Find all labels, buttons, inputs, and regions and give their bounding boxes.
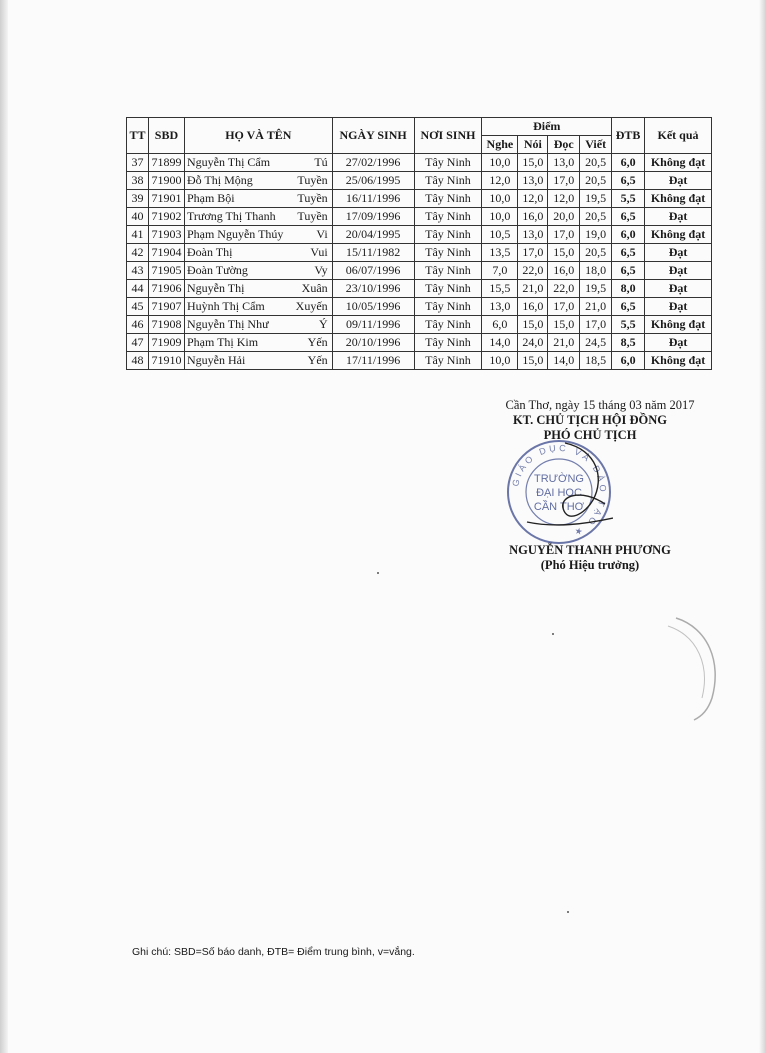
cell-dob: 20/04/1995 xyxy=(332,226,414,244)
cell-sbd: 71899 xyxy=(148,154,184,172)
header-speaking: Nói xyxy=(518,136,548,154)
given-name: Vi xyxy=(316,227,328,241)
cell-result: Đạt xyxy=(645,334,712,352)
cell-tt: 41 xyxy=(127,226,149,244)
family-middle-name: Phạm Thị Kim xyxy=(186,335,259,349)
cell-name xyxy=(184,280,332,298)
page-shadow-right xyxy=(759,0,765,1053)
cell-result: Không đạt xyxy=(645,190,712,208)
scan-speck xyxy=(567,911,569,913)
cell-name xyxy=(184,226,332,244)
family-middle-name: Trương Thị Thanh xyxy=(186,209,276,223)
cell-listening: 10,0 xyxy=(482,208,518,226)
place-date: Cần Thơ, ngày 15 tháng 03 năm 2017 xyxy=(505,398,695,412)
cell-pob: Tây Ninh xyxy=(414,334,482,352)
cell-avg: 6,5 xyxy=(612,262,645,280)
cell-speaking: 13,0 xyxy=(518,172,548,190)
cell-tt: 47 xyxy=(127,334,149,352)
cell-sbd: 71905 xyxy=(148,262,184,280)
cell-speaking: 21,0 xyxy=(518,280,548,298)
cell-writing: 18,5 xyxy=(580,352,612,370)
cell-dob: 27/02/1996 xyxy=(332,154,414,172)
cell-name xyxy=(184,298,332,316)
cell-writing: 20,5 xyxy=(580,154,612,172)
cell-reading: 20,0 xyxy=(548,208,580,226)
cell-tt: 39 xyxy=(127,190,149,208)
cell-pob: Tây Ninh xyxy=(414,280,482,298)
cell-name xyxy=(184,172,332,190)
header-listening: Nghe xyxy=(482,136,518,154)
cell-pob: Tây Ninh xyxy=(414,154,482,172)
cell-pob: Tây Ninh xyxy=(414,226,482,244)
cell-dob: 20/10/1996 xyxy=(332,334,414,352)
header-pob: NƠI SINH xyxy=(414,118,482,154)
cell-avg: 8,5 xyxy=(612,334,645,352)
cell-pob: Tây Ninh xyxy=(414,352,482,370)
cell-reading: 17,0 xyxy=(548,226,580,244)
table-row xyxy=(127,226,712,244)
cell-name xyxy=(184,154,332,172)
header-reading: Đọc xyxy=(548,136,580,154)
table-row xyxy=(127,172,712,190)
full-name xyxy=(187,227,330,242)
cell-name xyxy=(184,352,332,370)
cell-result: Đạt xyxy=(645,244,712,262)
given-name: Tú xyxy=(314,155,328,169)
cell-speaking: 22,0 xyxy=(518,262,548,280)
cell-writing: 20,5 xyxy=(580,244,612,262)
cell-writing: 20,5 xyxy=(580,172,612,190)
cell-tt: 40 xyxy=(127,208,149,226)
cell-writing: 17,0 xyxy=(580,316,612,334)
family-middle-name: Nguyễn Thị Như xyxy=(186,317,269,331)
cell-listening: 10,0 xyxy=(482,352,518,370)
cell-name xyxy=(184,244,332,262)
cell-speaking: 16,0 xyxy=(518,298,548,316)
cell-tt: 46 xyxy=(127,316,149,334)
given-name: Tuyền xyxy=(297,173,328,187)
family-middle-name: Nguyễn Thị Cẩm xyxy=(186,155,271,169)
cell-writing: 19,0 xyxy=(580,226,612,244)
cell-listening: 6,0 xyxy=(482,316,518,334)
header-writing: Viết xyxy=(580,136,612,154)
cell-speaking: 13,0 xyxy=(518,226,548,244)
family-middle-name: Phạm Bội xyxy=(186,191,235,205)
cell-reading: 16,0 xyxy=(548,262,580,280)
cell-speaking: 16,0 xyxy=(518,208,548,226)
cell-listening: 12,0 xyxy=(482,172,518,190)
given-name: Ý xyxy=(318,317,328,331)
cell-result: Không đạt xyxy=(645,316,712,334)
cell-writing: 19,5 xyxy=(580,190,612,208)
full-name xyxy=(187,317,330,332)
cell-listening: 10,0 xyxy=(482,190,518,208)
cell-name xyxy=(184,262,332,280)
given-name: Yến xyxy=(307,353,328,367)
school-seal-stamp xyxy=(505,438,613,546)
family-middle-name: Huỳnh Thị Cẩm xyxy=(186,299,265,313)
cell-sbd: 71903 xyxy=(148,226,184,244)
cell-pob: Tây Ninh xyxy=(414,172,482,190)
cell-avg: 6,5 xyxy=(612,298,645,316)
header-dob: NGÀY SINH xyxy=(332,118,414,154)
cell-name xyxy=(184,190,332,208)
table-row xyxy=(127,298,712,316)
cell-dob: 09/11/1996 xyxy=(332,316,414,334)
page-shadow-left xyxy=(0,0,8,1053)
cell-name xyxy=(184,208,332,226)
full-name xyxy=(187,209,330,224)
cell-writing: 24,5 xyxy=(580,334,612,352)
cell-reading: 17,0 xyxy=(548,298,580,316)
cell-avg: 6,0 xyxy=(612,352,645,370)
full-name xyxy=(187,191,330,206)
cell-listening: 13,5 xyxy=(482,244,518,262)
table-row xyxy=(127,154,712,172)
cell-avg: 6,5 xyxy=(612,244,645,262)
svg-text:CẦN THƠ: CẦN THƠ xyxy=(533,501,585,513)
full-name xyxy=(187,155,330,170)
table-body xyxy=(127,154,712,370)
table-row xyxy=(127,244,712,262)
svg-text:GIÁO DỤC VÀ ĐÀO TẠO ★: GIÁO DỤC VÀ ĐÀO TẠO ★ xyxy=(510,442,609,539)
cell-writing: 18,0 xyxy=(580,262,612,280)
table-row xyxy=(127,190,712,208)
given-name: Yến xyxy=(307,335,328,349)
cell-dob: 10/05/1996 xyxy=(332,298,414,316)
cell-listening: 14,0 xyxy=(482,334,518,352)
cell-tt: 44 xyxy=(127,280,149,298)
cell-pob: Tây Ninh xyxy=(414,244,482,262)
signer-title-1: KT. CHỦ TỊCH HỘI ĐỒNG xyxy=(512,413,668,427)
svg-text:TRƯỜNG: TRƯỜNG xyxy=(534,473,584,485)
given-name: Xuyến xyxy=(295,299,328,313)
family-middle-name: Đoàn Tường xyxy=(186,263,248,277)
family-middle-name: Nguyễn Thị xyxy=(186,281,245,295)
cell-writing: 20,5 xyxy=(580,208,612,226)
full-name xyxy=(187,281,330,296)
cell-sbd: 71900 xyxy=(148,172,184,190)
signer-name: NGUYỄN THANH PHƯƠNG xyxy=(509,543,671,557)
cell-avg: 6,0 xyxy=(612,154,645,172)
cell-listening: 7,0 xyxy=(482,262,518,280)
cell-dob: 17/09/1996 xyxy=(332,208,414,226)
cell-dob: 06/07/1996 xyxy=(332,262,414,280)
header-score-group: Điểm xyxy=(482,118,612,136)
header-tt: TT xyxy=(127,118,149,154)
cell-pob: Tây Ninh xyxy=(414,190,482,208)
cell-speaking: 15,0 xyxy=(518,154,548,172)
cell-result: Không đạt xyxy=(645,226,712,244)
cell-listening: 10,0 xyxy=(482,154,518,172)
cell-speaking: 12,0 xyxy=(518,190,548,208)
cell-avg: 5,5 xyxy=(612,190,645,208)
cell-tt: 45 xyxy=(127,298,149,316)
cell-sbd: 71908 xyxy=(148,316,184,334)
full-name xyxy=(187,335,330,350)
cell-result: Đạt xyxy=(645,262,712,280)
cell-listening: 10,5 xyxy=(482,226,518,244)
cell-result: Đạt xyxy=(645,208,712,226)
cell-reading: 22,0 xyxy=(548,280,580,298)
cell-pob: Tây Ninh xyxy=(414,262,482,280)
cell-listening: 15,5 xyxy=(482,280,518,298)
cell-sbd: 71910 xyxy=(148,352,184,370)
given-name: Tuyền xyxy=(297,191,328,205)
header-row xyxy=(127,118,712,136)
cell-result: Đạt xyxy=(645,298,712,316)
svg-text:ĐẠI HỌC: ĐẠI HỌC xyxy=(536,487,582,499)
cell-result: Không đạt xyxy=(645,352,712,370)
scan-speck xyxy=(377,572,379,574)
full-name xyxy=(187,173,330,188)
cell-dob: 15/11/1982 xyxy=(332,244,414,262)
signer-position: (Phó Hiệu trưởng) xyxy=(540,558,640,572)
full-name xyxy=(187,245,330,260)
given-name: Xuân xyxy=(301,281,328,295)
cell-result: Đạt xyxy=(645,280,712,298)
given-name: Vui xyxy=(310,245,328,259)
table-row xyxy=(127,262,712,280)
cell-avg: 6,0 xyxy=(612,226,645,244)
cell-reading: 15,0 xyxy=(548,316,580,334)
family-middle-name: Đoàn Thị xyxy=(186,245,233,259)
cell-writing: 21,0 xyxy=(580,298,612,316)
full-name xyxy=(187,263,330,278)
cell-sbd: 71909 xyxy=(148,334,184,352)
cell-sbd: 71902 xyxy=(148,208,184,226)
cell-pob: Tây Ninh xyxy=(414,208,482,226)
given-name: Vy xyxy=(314,263,328,277)
table-row xyxy=(127,352,712,370)
signer-title-2: PHÓ CHỦ TỊCH xyxy=(543,428,637,442)
full-name xyxy=(187,299,330,314)
cell-reading: 12,0 xyxy=(548,190,580,208)
cell-dob: 25/06/1995 xyxy=(332,172,414,190)
cell-pob: Tây Ninh xyxy=(414,298,482,316)
scan-speck xyxy=(552,633,554,635)
cell-speaking: 17,0 xyxy=(518,244,548,262)
cell-writing: 19,5 xyxy=(580,280,612,298)
cell-result: Đạt xyxy=(645,172,712,190)
cell-sbd: 71901 xyxy=(148,190,184,208)
results-table xyxy=(126,117,712,370)
header-result: Kết quả xyxy=(645,118,712,154)
cell-sbd: 71906 xyxy=(148,280,184,298)
table-row xyxy=(127,280,712,298)
family-middle-name: Nguyễn Hải xyxy=(186,353,246,367)
cell-sbd: 71904 xyxy=(148,244,184,262)
cell-avg: 5,5 xyxy=(612,316,645,334)
family-middle-name: Đỗ Thị Mộng xyxy=(186,173,253,187)
cell-tt: 42 xyxy=(127,244,149,262)
cell-dob: 17/11/1996 xyxy=(332,352,414,370)
cell-name xyxy=(184,316,332,334)
cell-name xyxy=(184,334,332,352)
table-row xyxy=(127,334,712,352)
family-middle-name: Phạm Nguyễn Thúy xyxy=(186,227,284,241)
cell-listening: 13,0 xyxy=(482,298,518,316)
table-row xyxy=(127,208,712,226)
cell-reading: 17,0 xyxy=(548,172,580,190)
footnote: Ghi chú: SBD=Số báo danh, ĐTB= Điểm trung bình, v=vắng. xyxy=(132,946,415,958)
cell-result: Không đạt xyxy=(645,154,712,172)
cell-avg: 6,5 xyxy=(612,172,645,190)
cell-tt: 43 xyxy=(127,262,149,280)
cell-dob: 23/10/1996 xyxy=(332,280,414,298)
cell-speaking: 24,0 xyxy=(518,334,548,352)
cell-reading: 13,0 xyxy=(548,154,580,172)
cell-tt: 38 xyxy=(127,172,149,190)
table-row xyxy=(127,316,712,334)
full-name xyxy=(187,353,330,368)
header-avg: ĐTB xyxy=(612,118,645,154)
header-sbd: SBD xyxy=(148,118,184,154)
cell-tt: 48 xyxy=(127,352,149,370)
cell-reading: 15,0 xyxy=(548,244,580,262)
cell-sbd: 71907 xyxy=(148,298,184,316)
header-name: HỌ VÀ TÊN xyxy=(184,118,332,154)
cell-reading: 14,0 xyxy=(548,352,580,370)
cell-avg: 8,0 xyxy=(612,280,645,298)
cell-pob: Tây Ninh xyxy=(414,316,482,334)
cell-avg: 6,5 xyxy=(612,208,645,226)
given-name: Tuyền xyxy=(297,209,328,223)
cell-tt: 37 xyxy=(127,154,149,172)
cell-speaking: 15,0 xyxy=(518,316,548,334)
cell-dob: 16/11/1996 xyxy=(332,190,414,208)
partial-stamp-mark xyxy=(666,612,726,722)
cell-reading: 21,0 xyxy=(548,334,580,352)
cell-speaking: 15,0 xyxy=(518,352,548,370)
